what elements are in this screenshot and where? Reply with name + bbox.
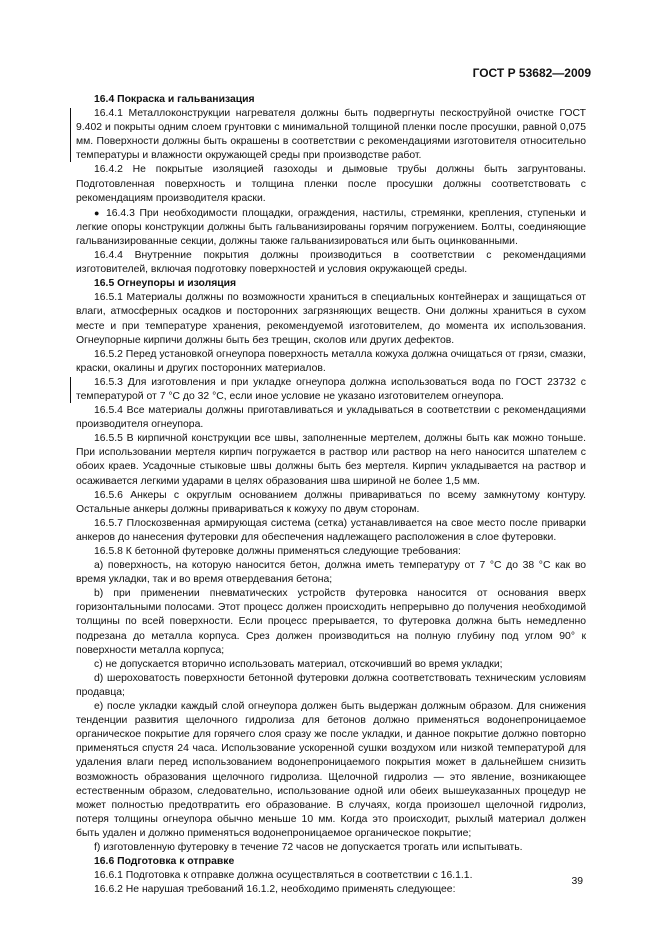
paragraph-16-5-8: 16.5.8 К бетонной футеровке должны применяться следующие требования: bbox=[94, 546, 461, 557]
list-item-a: а) поверхность, на которую наносится бетон, должна иметь температуру от 7 °С до 38 °С как во время укладки, так и во время отвердевания бетона; bbox=[76, 560, 586, 586]
paragraph-16-5-1: 16.5.1 Материалы должны по возможности храниться в специальных контейнерах и защищаться от влаги, атмосферных осадков и посторонних загрязняющих веществ. Они должны храниться в сухом месте и при температуре хранения, рекомендуемой изготовителем, до момента их использования. Огнеупорные кирпичи должны быть без трещин, сколов или других дефектов. bbox=[76, 292, 586, 346]
paragraph-16-4-3-text: 16.4.3 При необходимости площадки, ограждения, настилы, стремянки, крепления, ступеньки и легкие опоры конструкции должны быть гальванизированы горячим погружением. Болты, соединяющие гальванизированные секции, должны также гальванизироваться или быть оцинкованными. bbox=[76, 207, 586, 247]
list-item-e: e) после укладки каждый слой огнеупора должен быть выдержан должным образом. Для снижения тенденции развития щелочного гидролиза для бетонов должно применяться водонепроницаемое органическое покрытие для горячего слоя сразу же после укладки, и данное покрытие должно повторно применяться спустя 24 часа. Использование ускоренной сушки воздухом или низкой температурой для удаления влаги перед использованием водонепроницаемого покрытия может в дальнейшем снизить возможность образования щелочного гидролиза. Щелочной гидролиз — это явление, возникающее естественным образом, следовательно, использование одной или обеих вышеуказанных процедур не может полностью предотвратить его образование. В случаях, когда произошел щелочной гидролиз, потеря толщины огнеупора обычно меньше 10 мм. Когда это происходит, рыхлый материал должен быть удален и должно применяться водонепроницаемое органическое покрытие; bbox=[76, 701, 586, 839]
section-title-16-6: 16.6 Подготовка к отправке bbox=[94, 856, 235, 868]
paragraph-16-4-1: 16.4.1 Металлоконструкции нагревателя должны быть подвергнуты пескоструйной очистке ГОСТ 9.402 и покрыты одним слоем грунтовки с минимальной толщиной пленки после просушки, равной 0,075 мм. Поверхности должны быть окрашены в соответствии с рекомендациями изготовителя относительно температуры и влажности окружающей среды при производстве работ. bbox=[76, 107, 586, 163]
page-number: 39 bbox=[571, 876, 583, 887]
paragraph-16-4-4: 16.4.4 Внутренние покрытия должны производиться в соответствии с рекомендациями изготовителей, включая подготовку поверхностей и условия окружающей среды. bbox=[76, 250, 586, 276]
list-item-c: c) не допускается вторично использовать материал, отскочивший во время укладки; bbox=[94, 658, 503, 670]
paragraph-16-5-6: 16.5.6 Анкеры с округлым основанием должны привариваться по всему замкнутому контуру. Остальные анкеры должны привариваться к кожуху по двум сторонам. bbox=[76, 489, 586, 515]
list-item-b: b) при применении пневматических устройств футеровка наносится от основания вверх горизонтальными полосами. Этот процесс должен происходить непрерывно до получения необходимой толщины по всей поверхности. Если процесс прерывается, то футеровка должна быть немедленно подрезана до металла корпуса. Срез должен производиться на полную глубину под углом 90° к поверхности металла корпуса; bbox=[76, 588, 586, 656]
paragraph-16-5-7: 16.5.7 Плоскозвенная армирующая система (сетка) устанавливается на свое место после приварки анкеров до нанесения футеровки для обеспечения надлежащего расположения в слое футеровки. bbox=[76, 517, 586, 543]
paragraph-16-5-4: 16.5.4 Все материалы должны приготавливаться и укладываться в соответствии с рекомендациями производителя огнеупора. bbox=[76, 405, 586, 431]
document-id: ГОСТ Р 53682—2009 bbox=[472, 66, 591, 80]
paragraph-16-5-3: 16.5.3 Для изготовления и при укладке огнеупора должна использоваться вода по ГОСТ 23732 с температурой от 7 °С до 32 °С, если иное условие не указано изготовителем огнеупора. bbox=[76, 376, 586, 404]
section-title-16-4: 16.4 Покраска и гальванизация bbox=[94, 94, 255, 105]
paragraph-16-6-2: 16.6.2 Не нарушая требований 16.1.2, необходимо применять следующее: bbox=[94, 884, 456, 896]
paragraph-16-5-5: 16.5.5 В кирпичной конструкции все швы, заполненные мертелем, должны быть как можно тоньше. При использовании мертеля кирпич погружается в раствор или раствор на него наносится шпателем с обоих краев. Усадочные стыковые швы должны быть без мертеля. Кирпич укладывается на раствор и осаживается легкими ударами в целях образования шва шириной не более 1,5 мм. bbox=[76, 433, 586, 487]
paragraph-16-5-2: 16.5.2 Перед установкой огнеупора поверхность металла кожуха должна очищаться от грязи, смазки, краски, окалины и других посторонних материалов. bbox=[76, 348, 586, 374]
list-item-f: f) изготовленную футеровку в течение 72 часов не допускается трогать или испытывать. bbox=[94, 841, 523, 853]
paragraph-16-6-1: 16.6.1 Подготовка к отправке должна осуществляться в соответствии с 16.1.1. bbox=[94, 870, 473, 882]
section-title-16-5: 16.5 Огнеупоры и изоляция bbox=[94, 278, 237, 290]
paragraph-16-4-3 bbox=[76, 206, 586, 249]
page-content bbox=[76, 93, 586, 897]
bullet-icon: ● bbox=[94, 207, 102, 218]
paragraph-16-4-2: 16.4.2 Не покрытые изоляцией газоходы и дымовые трубы должны быть загрунтованы. Подготовленная поверхность и толщина пленки после просушки должны соответствовать с рекомендациям производителя краски. bbox=[76, 164, 586, 204]
list-item-d: d) шероховатость поверхности бетонной футеровки должна соответствовать техническим условиям продавца; bbox=[76, 672, 586, 698]
